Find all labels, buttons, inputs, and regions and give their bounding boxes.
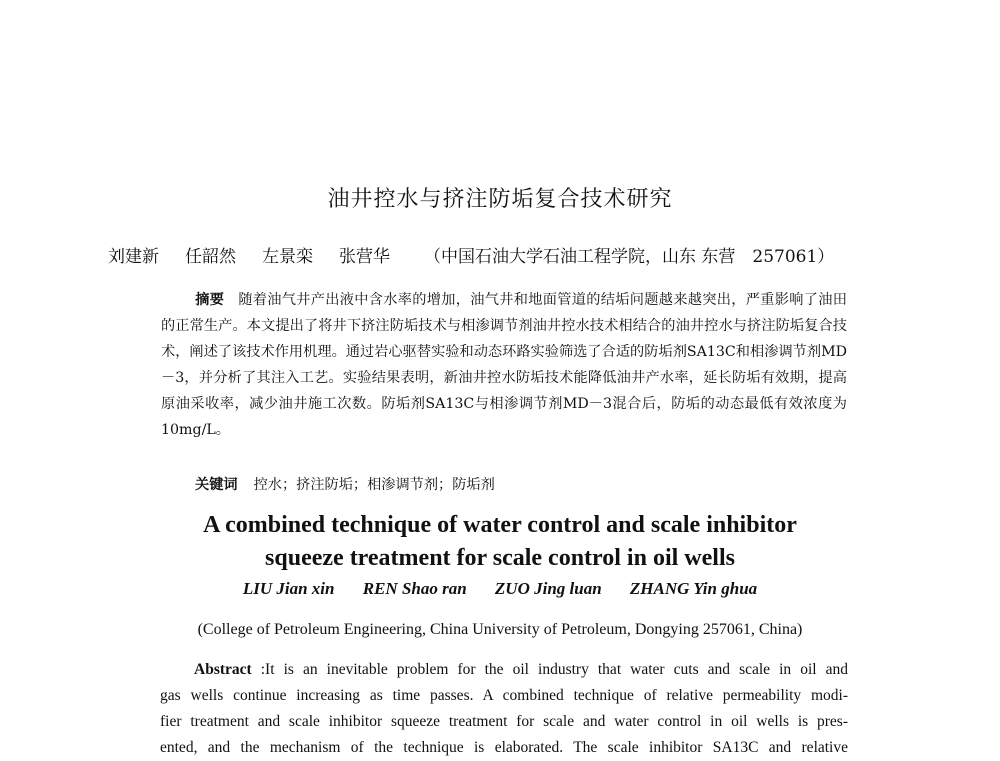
author-en-4: ZHANG Yin ghua (629, 579, 758, 598)
abstract-en-label: Abstract (194, 661, 252, 678)
paper-title-english (0, 509, 1000, 575)
authors-chinese (108, 242, 898, 267)
keywords-cn-label: 关键词 (195, 477, 238, 493)
keywords-cn-text: 控水；挤注防垢；相渗调节剂；防垢剂 (253, 477, 495, 493)
abstract-cn-label: 摘要 (195, 292, 225, 308)
abstract-en-line-3: fier treatment and scale inhibitor squeeze treatment for scale and water control in oil wells is pres- (160, 713, 848, 730)
author-en-2: REN Shao ran (362, 579, 467, 598)
paper-title-chinese: 油井控水与挤注防垢复合技术研究 (327, 187, 673, 212)
title-en-line-2: squeeze treatment for scale control in oil wells (265, 545, 735, 571)
author-en-3: ZUO Jing luan (494, 579, 602, 598)
author-cn-1: 刘建新 (108, 247, 159, 267)
abstract-cn-text: 随着油气井产出液中含水率的增加，油气井和地面管道的结垢问题越来越突出，严重影响了油田的正常生产。本文提出了将井下挤注防垢技术与相渗调节剂油井控水技术相结合的油井控水与挤注防垢复合技术，阐述了该技术作用机理。通过岩心驱替实验和动态环路实验筛选了合适的防垢剂SA13C和相渗调节剂MD－3，并分析了其注入工艺。实验结果表明，新油井控水防垢技术能降低油井产水率，延长防垢有效期，提高原油采收率，减少油井施工次数。防垢剂SA13C与相渗调节剂MD－3混合后，防垢的动态最低有效浓度为10mg/L。 (161, 292, 847, 438)
title-en-line-1: A combined technique of water control and scale inhibitor (203, 512, 797, 538)
abstract-en-line-2: gas wells continue increasing as time passes. A combined technique of relative permeability modi- (160, 687, 848, 704)
author-cn-3: 左景栾 (262, 247, 313, 267)
author-en-1: LIU Jian xin (242, 579, 335, 598)
keywords-chinese (161, 472, 847, 498)
abstract-en-line-4: ented, and the mechanism of the technique is elaborated. The scale inhibitor SA13C and relative (160, 739, 848, 756)
abstract-en-line (160, 657, 848, 683)
abstract-en-line-1: :It is an inevitable problem for the oil industry that water cuts and scale in oil and (260, 661, 849, 678)
affiliation-english: (College of Petroleum Engineering, China University of Petroleum, Dongying 257061, China) (197, 621, 803, 638)
abstract-english (160, 657, 848, 761)
affiliation-chinese: （中国石油大学石油工程学院，山东 东营 257061） (424, 247, 835, 267)
author-cn-4: 张营华 (339, 247, 390, 267)
author-cn-2: 任韶然 (185, 247, 236, 267)
authors-english (0, 579, 1000, 599)
abstract-chinese (161, 287, 847, 443)
